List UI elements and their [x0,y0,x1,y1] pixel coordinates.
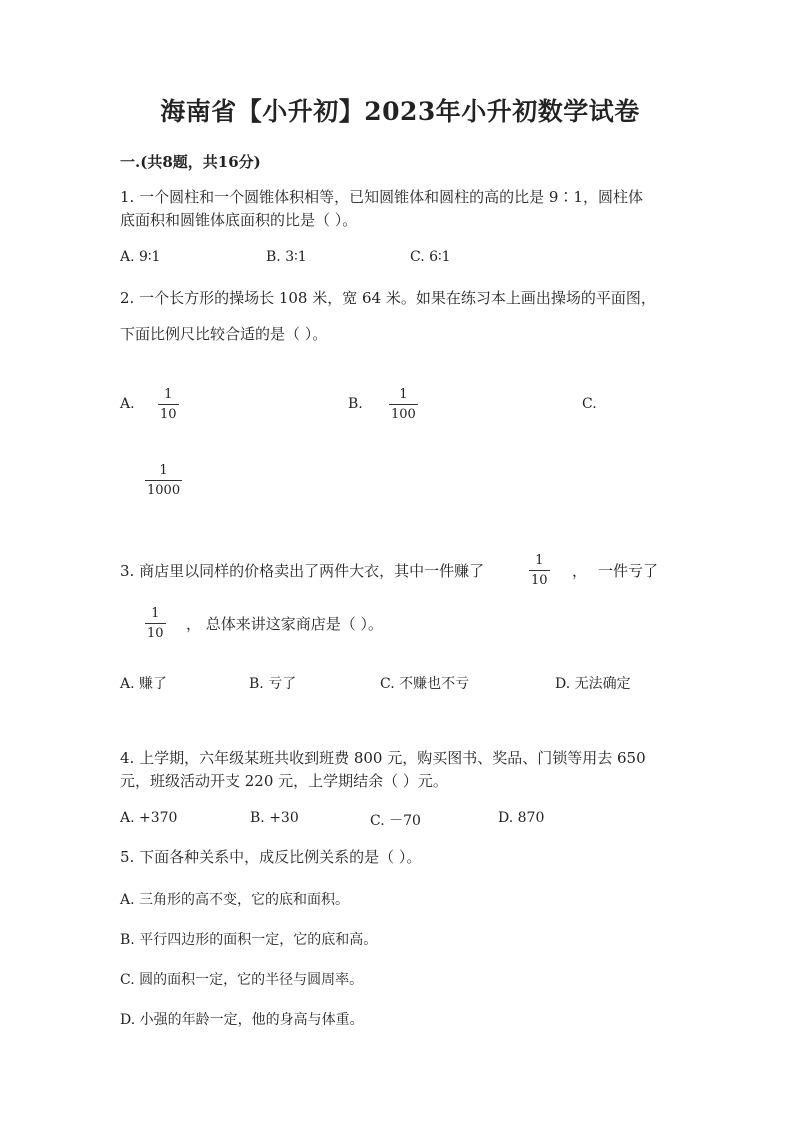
question-2-option-b: B. [348,396,363,412]
question-3-fraction-2 [145,606,166,641]
question-4-line-1: 4. 上学期，六年级某班共收到班费 800 元，购买图书、奖品、门锁等用去 650 [120,749,646,767]
question-1-line-2: 底面积和圆锥体底面积的比是（ ）。 [120,211,358,229]
question-4-option-a: A. +370 [120,810,178,826]
question-3-option-a: A. 赚了 [120,676,168,692]
fraction-bar [158,404,179,405]
question-1-line-1: 1. 一个圆柱和一个圆锥体积相等，已知圆锥体和圆柱的高的比是 9∶1，圆柱体 [120,188,643,206]
question-2-fraction-c [145,463,182,498]
fraction-numerator: 1 [159,463,168,478]
fraction-bar [145,623,166,624]
fraction-bar [145,480,182,481]
fraction-bar [529,570,550,571]
question-5-line-1: 5. 下面各种关系中，成反比例关系的是（ ）。 [120,848,422,866]
fraction-denominator: 100 [391,407,416,422]
question-4-option-d: D. 870 [498,810,545,826]
question-3-comma: ， [572,562,588,580]
question-3-option-b: B. 亏了 [249,676,297,692]
question-3-option-c: C. 不赚也不亏 [380,676,470,692]
fraction-denominator: 1000 [147,483,181,498]
question-3-option-d: D. 无法确定 [555,676,631,692]
question-1-option-a: A. 9∶1 [120,249,161,265]
question-2-line-1: 2. 一个长方形的操场长 108 米，宽 64 米。如果在练习本上画出操场的平面图， [120,289,656,307]
fraction-numerator: 1 [164,387,173,402]
fraction-numerator: 1 [535,553,544,568]
question-5-option-a: A. 三角形的高不变，它的底和面积。 [120,892,350,908]
fraction-denominator: 10 [160,407,177,422]
question-2-line-2: 下面比例尺比较合适的是（ ）。 [120,325,328,343]
question-4-line-2: 元，班级活动开支 220 元，上学期结余（ ）元。 [120,772,448,790]
question-2-option-a: A. [120,396,135,412]
fraction-bar [389,404,418,405]
fraction-denominator: 10 [531,573,548,588]
fraction-numerator: 1 [399,387,408,402]
question-3-line-2: ， 总体来讲这家商店是（ ）。 [186,615,384,633]
question-4-option-b: B. +30 [250,810,299,826]
question-1-option-c: C. 6∶1 [410,249,451,265]
question-3-line-1-end: 一件亏了 [598,562,659,580]
fraction-numerator: 1 [151,606,160,621]
question-1-option-b: B. 3∶1 [266,249,307,265]
question-2-fraction-a [158,387,179,422]
question-5-option-b: B. 平行四边形的面积一定，它的底和高。 [120,932,378,948]
question-5-option-d: D. 小强的年龄一定，他的身高与体重。 [120,1012,364,1028]
question-3-line-1: 3. 商店里以同样的价格卖出了两件大衣，其中一件赚了 [120,562,485,580]
section-header: 一.(共8题，共16分) [120,153,261,171]
question-2-option-c: C. [582,396,597,412]
fraction-denominator: 10 [147,626,164,641]
question-3-fraction-1 [529,553,550,588]
page-title: 海南省【小升初】2023年小升初数学试卷 [160,97,640,126]
question-4-option-c: C. －70 [370,813,421,829]
question-2-fraction-b [389,387,418,422]
question-5-option-c: C. 圆的面积一定，它的半径与圆周率。 [120,972,364,988]
